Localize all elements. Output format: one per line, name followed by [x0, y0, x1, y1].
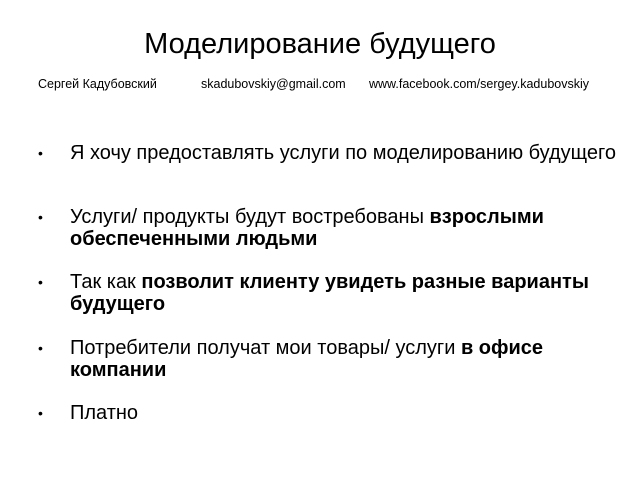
- bullet-text: Услуги/ продукты будут востребованы: [70, 206, 430, 228]
- bullet-item-1: [38, 142, 616, 164]
- bullet-marker: •: [38, 405, 43, 421]
- bullet-emphasis: взрослыми обеспеченными людьми: [70, 206, 544, 250]
- author-website: www.facebook.com/sergey.kadubovskiy: [369, 77, 590, 91]
- bullet-item-5: [38, 402, 138, 424]
- bullet-item-3: [38, 271, 618, 315]
- bullet-emphasis: позволит клиенту увидеть разные варианты будущего: [70, 271, 589, 315]
- bullet-text: Так как: [70, 271, 142, 293]
- bullet-item-4: [38, 337, 618, 381]
- bullet-marker: •: [38, 340, 43, 356]
- bullet-text: Платно: [70, 402, 139, 424]
- slide-title: Моделирование будущего: [144, 28, 496, 60]
- bullet-emphasis: в офисе компании: [70, 337, 544, 381]
- author-name: Сергей Кадубовский: [38, 77, 157, 91]
- bullet-item-2: [38, 206, 618, 250]
- author-email: skadubovskiy@gmail.com: [201, 77, 346, 91]
- bullet-text: Потребители получат мои товары/ услуги: [70, 337, 461, 359]
- bullet-text: Я хочу предоставлять услуги по моделированию будущего: [70, 142, 617, 164]
- bullet-marker: •: [38, 145, 43, 161]
- bullet-marker: •: [38, 274, 43, 290]
- bullet-marker: •: [38, 209, 43, 225]
